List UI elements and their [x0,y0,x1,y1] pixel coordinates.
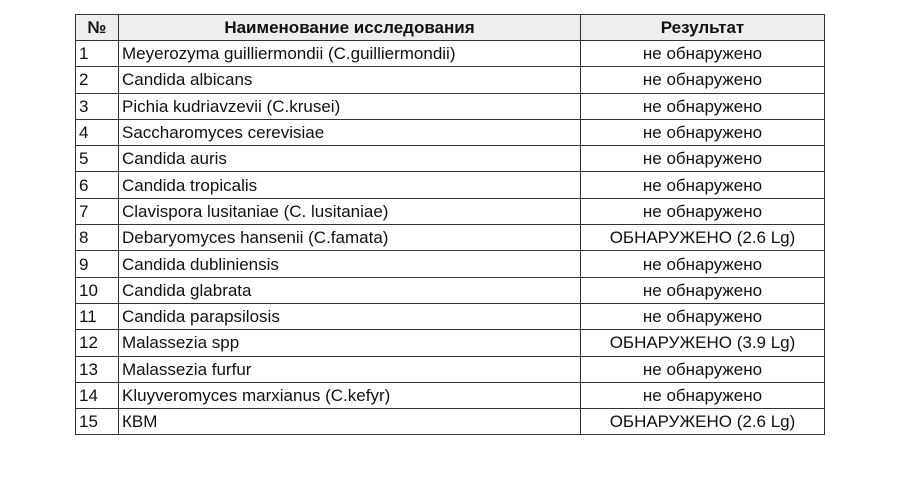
test-name: Pichia kudriavzevii (C.krusei) [119,93,581,119]
test-result: ОБНАРУЖЕНО (2.6 Lg) [581,225,825,251]
row-number: 9 [76,251,119,277]
test-result: не обнаружено [581,277,825,303]
test-name: Malassezia furfur [119,356,581,382]
test-name: Meyerozyma guilliermondii (C.guilliermondii) [119,41,581,67]
test-result: не обнаружено [581,198,825,224]
table-row [76,93,825,119]
table-row [76,67,825,93]
table-row [76,277,825,303]
header-row [76,15,825,41]
test-result: не обнаружено [581,41,825,67]
row-number: 14 [76,382,119,408]
table-row [76,356,825,382]
table-row [76,409,825,435]
test-result: не обнаружено [581,251,825,277]
test-name: Debaryomyces hansenii (C.famata) [119,225,581,251]
test-result: не обнаружено [581,356,825,382]
test-result: не обнаружено [581,119,825,145]
table-row [76,172,825,198]
test-name: Candida dubliniensis [119,251,581,277]
table-row [76,41,825,67]
table-row [76,303,825,329]
table-row [76,225,825,251]
test-name: Kluyveromyces marxianus (C.kefyr) [119,382,581,408]
row-number: 6 [76,172,119,198]
test-result: ОБНАРУЖЕНО (3.9 Lg) [581,330,825,356]
row-number: 1 [76,41,119,67]
row-number: 12 [76,330,119,356]
test-name: Candida albicans [119,67,581,93]
test-result: не обнаружено [581,146,825,172]
test-name: Candida parapsilosis [119,303,581,329]
test-result: не обнаружено [581,382,825,408]
row-number: 11 [76,303,119,329]
test-name: Candida tropicalis [119,172,581,198]
table-row [76,146,825,172]
test-name: КВМ [119,409,581,435]
test-result: ОБНАРУЖЕНО (2.6 Lg) [581,409,825,435]
row-number: 3 [76,93,119,119]
test-name: Candida glabrata [119,277,581,303]
row-number: 10 [76,277,119,303]
row-number: 15 [76,409,119,435]
row-number: 13 [76,356,119,382]
row-number: 4 [76,119,119,145]
header-num: № [76,15,119,41]
results-table [75,14,825,435]
row-number: 8 [76,225,119,251]
test-name: Saccharomyces cerevisiae [119,119,581,145]
table-row [76,330,825,356]
row-number: 7 [76,198,119,224]
table-row [76,198,825,224]
table-row [76,119,825,145]
test-result: не обнаружено [581,67,825,93]
row-number: 5 [76,146,119,172]
test-name: Malassezia spp [119,330,581,356]
test-name: Clavispora lusitaniae (C. lusitaniae) [119,198,581,224]
test-result: не обнаружено [581,172,825,198]
row-number: 2 [76,67,119,93]
table-row [76,382,825,408]
test-name: Candida auris [119,146,581,172]
table-row [76,251,825,277]
header-result: Результат [581,15,825,41]
test-result: не обнаружено [581,303,825,329]
table-body [76,41,825,435]
header-name: Наименование исследования [119,15,581,41]
test-result: не обнаружено [581,93,825,119]
